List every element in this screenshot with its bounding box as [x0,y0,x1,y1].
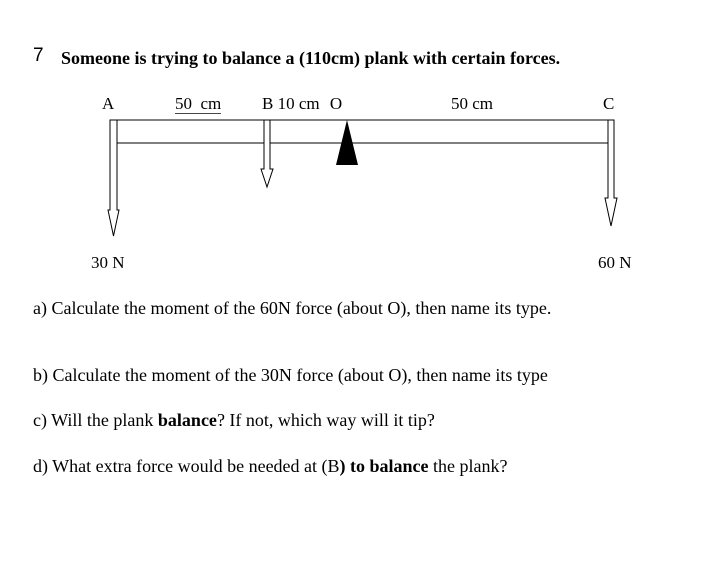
force-a-label: 30 N [91,253,125,272]
question-title: Someone is trying to balance a (110cm) plank with certain forces. [61,48,561,68]
part-d-bold: ) to balance [339,456,429,476]
point-o-text: O [329,94,343,113]
point-b-text: B 10 cm [262,94,320,113]
question-number: 7 [33,45,44,66]
plank [117,120,608,143]
part-d-text-end: the plank? [428,456,508,476]
question-part-b: b) Calculate the moment of the 30N force (about O), then name its type [33,365,548,385]
question-part-d [33,455,508,477]
question-part-a: a) Calculate the moment of the 60N force (about O), then name its type. [33,298,552,318]
part-c-text-start: c) Will the plank [33,410,158,430]
question-part-c [33,409,435,431]
distance-a-b-text: 50 cm [175,94,222,113]
force-c-label: 60 N [598,253,632,272]
part-d-text-start: d) What extra force would be needed at (B [33,456,340,476]
point-c-label: C [603,94,615,113]
part-c-bold: balance [157,410,217,430]
part-c-text-end: ? If not, which way will it tip? [216,410,435,430]
point-a-label: A [102,94,115,113]
force-arrow-a [108,120,119,236]
distance-o-c-label: 50 cm [451,94,494,113]
